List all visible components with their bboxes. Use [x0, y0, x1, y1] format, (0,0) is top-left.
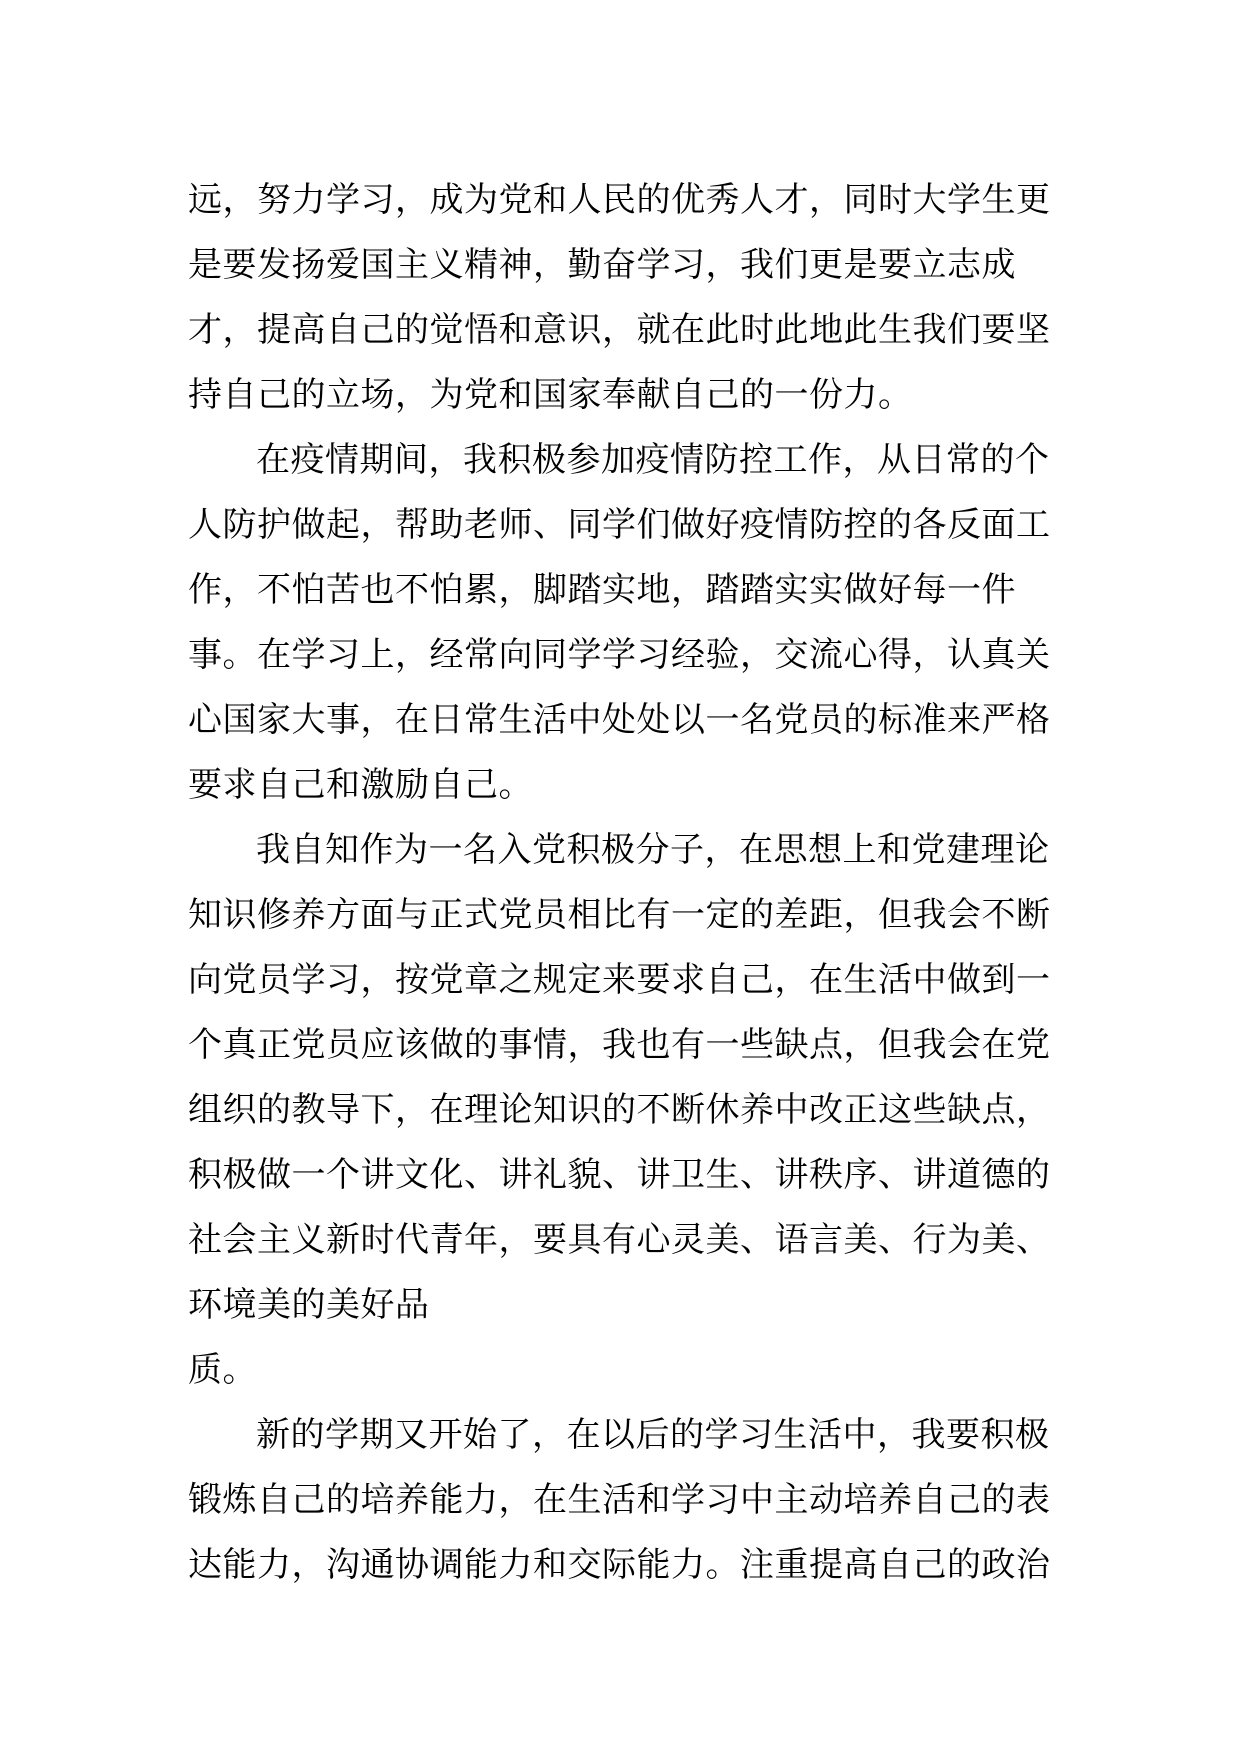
text-line: 锻炼自己的培养能力，在生活和学习中主动培养自己的表 [188, 1480, 1051, 1520]
text-line: 质。 [188, 1350, 257, 1390]
text-line: 才，提高自己的觉悟和意识，就在此时此地此生我们要坚 [188, 310, 1051, 350]
text-line: 积极做一个讲文化、讲礼貌、讲卫生、讲秩序、讲道德的 [188, 1155, 1051, 1195]
text-line: 个真正党员应该做的事情，我也有一些缺点，但我会在党 [188, 1025, 1051, 1065]
text-line: 是要发扬爱国主义精神，勤奋学习，我们更是要立志成 [188, 245, 1016, 285]
text-line: 环境美的美好品 [188, 1285, 430, 1325]
text-line: 社会主义新时代青年，要具有心灵美、语言美、行为美、 [188, 1220, 1051, 1260]
paragraph-start-line: 我自知作为一名入党积极分子，在思想上和党建理论 [256, 830, 1050, 870]
text-line: 事。在学习上，经常向同学学习经验，交流心得，认真关 [188, 635, 1051, 675]
text-line: 远，努力学习，成为党和人民的优秀人才，同时大学生更 [188, 180, 1051, 220]
paragraph-start-line: 在疫情期间，我积极参加疫情防控工作，从日常的个 [256, 440, 1050, 480]
text-line: 达能力，沟通协调能力和交际能力。注重提高自己的政治 [188, 1545, 1051, 1585]
text-line: 作，不怕苦也不怕累，脚踏实地，踏踏实实做好每一件 [188, 570, 1016, 610]
text-line: 知识修养方面与正式党员相比有一定的差距，但我会不断 [188, 895, 1051, 935]
text-line: 要求自己和激励自己。 [188, 765, 533, 805]
text-line: 持自己的立场，为党和国家奉献自己的一份力。 [188, 375, 913, 415]
text-line: 心国家大事，在日常生活中处处以一名党员的标准来严格 [188, 700, 1051, 740]
text-line: 向党员学习，按党章之规定来要求自己，在生活中做到一 [188, 960, 1051, 1000]
text-line: 人防护做起，帮助老师、同学们做好疫情防控的各反面工 [188, 505, 1051, 545]
paragraph-start-line: 新的学期又开始了，在以后的学习生活中，我要积极 [256, 1415, 1050, 1455]
text-line: 组织的教导下，在理论知识的不断休养中改正这些缺点， [188, 1090, 1051, 1130]
body-text [188, 168, 1068, 1598]
